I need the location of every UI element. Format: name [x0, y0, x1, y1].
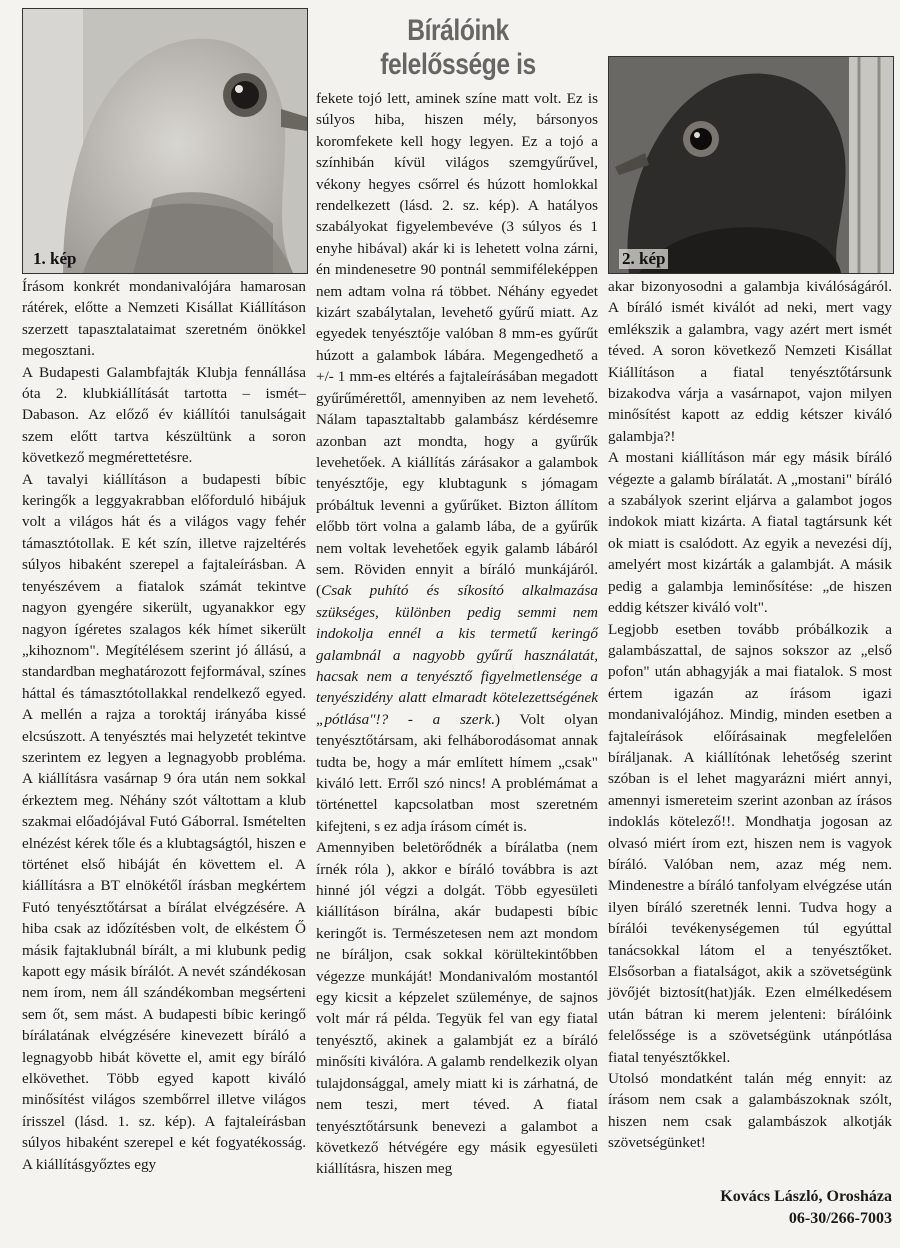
paragraph: A tavalyi kiállításon a budapesti bíbic keringők a leggyakrabban előforduló hibájuk volt a világos hát és a világos vagy fehér támasztótollak. E két szín, illetve rajzeltérés súlyos hibaként szerepel a fajtaleírásban. A tenyészévem a fiatalok számát tekintve nagyon gyengére sikerült, ugyanakkor egy nagyon ígéretes szalagos kék hímet sikerült „kihoznom". Megítélésem szerint jó állású, a standardban meghatározott fejformával, színes háttal és támasztótollakkal rendelkező egyed. A mellén a rajza a toroktáj irányába kissé elcsúszott. A tenyésztés mai helyzetét tekintve szerintem ez legyen a legnagyobb probléma. A kiállításra vasárnap 9 óra után nem sokkal érkeztem meg. Néhány szót váltottam a klub szakmai előadójával Futó Gáborral. Ismételten elnézést kérek tőle és a klubtagságtól, hiszen e történet első hibáját én követtem el. A kiállításra a BT elnökétől írásban megkértem Futó tenyésztőtársat a bírálat elvégzésére. A hiba csak az időzítésben volt, de elkéstem Ő másik fajtaklubnál bírált, a mi klubunk pedig kapott egy másik bírálót. A nevét szándékosan nem írom, nem áll szándékomban megsérteni sem őt, sem mást. A budapesti bíbic keringő bírálatának elvégzésére kinevezett bíráló a legnagyobb hibát követte el, amit egy bíráló elkövethet. Több egyed kapott kiváló minősítést világos szembőrrel illetve világos írisszel (lásd. 1. sz. kép). A fajtaleírásban súlyos hibaként szerepel e két fogyatékosság. A kiállításgyőztes egy: [22, 470, 306, 1173]
pigeon-head-image: [609, 57, 893, 273]
article-title: Bírálóink felelőssége is: [380, 14, 536, 81]
pigeon-head-image: [23, 9, 307, 273]
editor-note: Csak puhító és síkosító alkalmazása szükséges, különben pedig semmi nem indokolja ennél a kis termetű keringő galambnál a nagyobb gyűrű használatát, hacsak nem a tenyésztő figyelmetlensége a tenyészidény alatt elmaradt kötelezettségének „pótlása"!? - a szerk.: [316, 582, 598, 728]
photo-caption-1: 1. kép: [33, 249, 77, 268]
paragraph-text: ) Volt olyan tenyésztőtársam, aki felháborodásomat annak tudta be, hogy a már említett hímem „csak" kiváló lett. Erről szó nincs! A problémámat a történettel kapcsolatban most szeretném kifejteni, s ez adja írásom címét is.: [316, 710, 598, 835]
paragraph: [316, 88, 598, 837]
paragraph: Amennyiben beletörődnék a bírálatba (nem írnék róla ), akkor e bíráló továbbra is azt hinné jól végzi a dolgát. Több egyesületi kiállításon bírálna, akár budapesti bíbic keringőt is. Természetesen nem azt mondom ne bíráljon, csak sokkal körültekintőbben végezze munkáját! Mondanivalóm mostantól egy kicsit a képzelet szüleménye, de sajnos volt már rá példa. Tegyük fel van egy fiatal tenyésztő, akinek a galambját ez a bíráló minősíti kiválóra. A galamb rendelkezik olyan tulajdonsággal, amely miatt ki is zárhatná, de nem teszi, mert téved. A fiatal tenyésztőtársunk benevezi a galambot a következő hétvégére egy másik egyesületi kiállításra, hiszen meg: [316, 839, 598, 1178]
paragraph-text: fekete tojó lett, aminek színe matt volt. Ez is súlyos hiba, hiszen mély, bársonyos koromfekete kell hogy legyen. Ez a tojó a színhibán kívül világos szemgyűrűvel, vékony hegyes csőrrel és húzott homlokkal rendelkezett (lásd. 2. sz. kép). A hatályos szabályokat figyelembevéve (3 súlyos és 1 enyhe hibával) akár ki is lehetett volna zárni, én mindenesetre 90 pontnál semmiféleképpen nem adtam volna rá többet. Néhány egyedet kizárt szabálytalan, levehető gyűrű miatt. Az egyedek tenyésztője valóban 8 mm-es gyűrűt húzott a galambok lábára. Megengedhető a +/- 1 mm-es eltérés a fajtaleírásában megadott gyűrűmérettől, amennyiben az nem levehető. Nálam tapasztaltabb galambász kérdésemre azonban azt mondta, hogy a gyűrűk levehetőek. A kiállítás zárásakor a galambok tenyésztője, egy klubtagunk s jómagam próbáltuk levenni a gyűrűket. Bizton állítom előbb tört volna a galamb lába, de a gyűrűk nem voltak levehetőek egyik galamb lábáról sem. Röviden ennyit a bíráló munkájáról. (: [316, 90, 598, 600]
author-name: Kovács László, Orosháza: [720, 1188, 892, 1205]
article-column-3: [608, 276, 892, 1154]
author-signature: [608, 1186, 892, 1230]
paragraph: A mostani kiállításon már egy másik bíráló végezte a galamb bírálatát. A „mostani" bíráló a szabályok szerint eljárva a galambot jogos indokok miatt kizárta. A fiatal tagtársunk két ok miatt is csalódott. Az egyik a nevezési díj, amelyért most kizárták a galambját. A másik pedig a galambja leminősítése: „de hiszen eddig kétszer kiváló volt".: [608, 449, 892, 617]
article-column-1: [22, 276, 306, 1175]
author-phone: 06-30/266-7003: [788, 1210, 892, 1227]
paragraph: Írásom konkrét mondanivalójára hamarosan rátérek, előtte a Nemzeti Kisállat Kiállításon szerzett tapasztalataimat szeretném önökkel megosztani.: [22, 278, 306, 360]
paragraph: A Budapesti Galambfajták Klubja fennállása óta 2. klubkiállítását tartotta – ismét– Dabason. Az előző év kiállítói tanulságait szem előtt tartva készültünk a soron következő megmérettetésre.: [22, 363, 306, 467]
photo-caption-2: 2. kép: [619, 249, 668, 269]
pigeon-photo-1: [22, 8, 308, 274]
pigeon-photo-2: [608, 56, 894, 274]
paragraph: Utolsó mondatként talán még ennyit: az írásom nem csak a galambászoknak szólt, hiszen nem csak galambászok alkotják szövetségünket!: [608, 1070, 892, 1152]
paragraph: akar bizonyosodni a galambja kiválóságáról. A bíráló ismét kiválót ad neki, mert vagy emlékszik a galambra, vagy azért mert ismét téved. A soron következő Nemzeti Kisállat Kiállításon a fiatal tenyésztőtársunk bizakodva várja a vasárnapot, vajon milyen minősítést kapott az eddig kétszer kiváló galambja?!: [608, 278, 892, 445]
paragraph: Legjobb esetben tovább próbálkozik a galambászattal, de sajnos sokszor az „első pofon" után abhagyják a mai fiatalok. S most értem igazán az írásom igazi mondanivalójához. Mindig, minden esetben a fajtaleírások előírásainak megfelelően bíráljanak. A kiállítónak lehetőség szerint szóban is el lehet magyarázni miért annyi, amennyi ismereteim szerint azonban az írásos indoklás kötelező!!. Mondhatja jogosan az olvasó miért írom ezt, hiszen nem is vagyok bíráló. Valóban nem, azaz még nem. Mindenestre a bíráló tanfolyam elvégzése után ilyen bíráló szeretnék lenni. Tudva hogy a bírálói tevékenységemen túl egyúttal tanácsokkal látom el a tenyésztőket. Elsősorban a fiatalságot, akik a szövetségünk jövőjét biztosít(hat)ják. Ezen elmélkedésem után bátran ki merem jelenteni: bírálóink felelőssége is a szövetségünk utánpótlása fiatal tenyésztőkkel.: [608, 620, 892, 1066]
article-column-2: [316, 88, 598, 1180]
